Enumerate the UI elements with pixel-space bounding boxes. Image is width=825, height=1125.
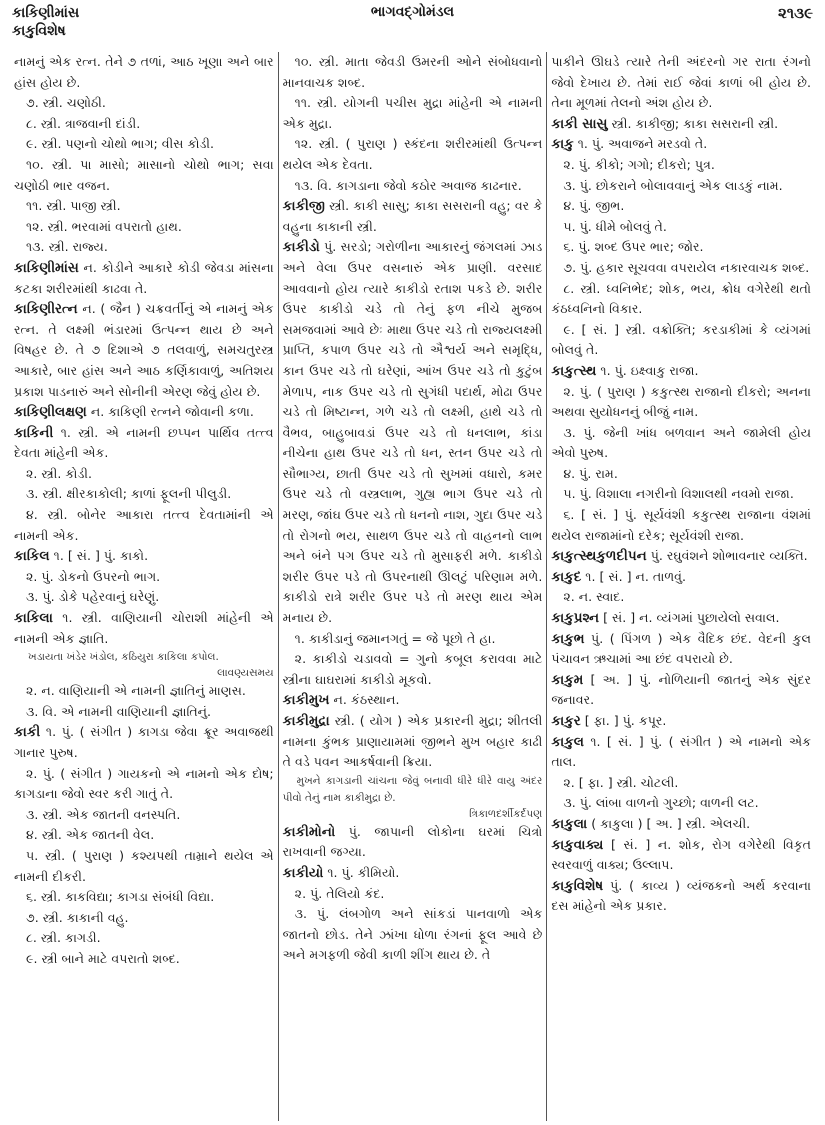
entry-sense: [14, 928, 274, 949]
entry-sense: [283, 52, 543, 93]
definition-text: ૮. સ્ત્રી. ત્રાજવાની દાંડી.: [26, 115, 141, 131]
headword: કાકુલા: [551, 815, 588, 832]
headword: કાકિની: [14, 424, 54, 441]
definition-text: પું. ( પિંગળ ) એક વૈદિક છંદ. વેદની કુલ પંચાવન ઋચામાં આ છંદ વપરાયો છે.: [551, 630, 811, 667]
definition-text: ૧. કાકીડાનું જમાનગતું = જે પૂછો તે હા.: [294, 630, 496, 646]
entry-sense: [551, 196, 811, 217]
entry-sense: [14, 93, 274, 114]
entry-sense: [14, 484, 274, 505]
definition-text: ૬. [ સં. ] પું. સૂર્યવંશી કકુત્સ્થ રાજાના વંશમાં થયેલ રાજામાંનો દરેક; સૂર્યવંશી રાજા.: [551, 507, 812, 543]
definition-text: ૧. પું. કીમિયો.: [327, 864, 400, 880]
entry-sense: [14, 887, 274, 908]
definition-text: ૭. પું. હકાર સૂચવવા વપરાયેલ નકારવાચક શબ્દ.: [563, 259, 810, 275]
definition-text: પું. જાપાની લોકોના ઘરમાં ચિત્રો રાખવાની જગ્યા.: [282, 823, 543, 860]
dictionary-entry: [551, 546, 811, 567]
entry-sense: [14, 681, 274, 702]
column-3: [546, 52, 815, 1121]
dictionary-entry: [283, 822, 543, 863]
definition-text: ૨. પું. ( પુરાણ ) કકુત્સ્થ રાજાનો દીકરો; અનના અથવા સુયોધનનું બીજું નામ.: [551, 383, 812, 420]
guide-word-last: કાકુવિશેષ: [12, 23, 66, 39]
dictionary-entry: [551, 732, 811, 773]
definition-text: ન. કંઠસ્થાન.: [333, 692, 400, 708]
definition-text: ૧. પું. અવાજને મરડવો તે.: [577, 136, 708, 152]
definition-text: ૧. સ્ત્રી. એ નામની છપ્પન પાર્થિવ તત્ત્વ દેવતા માંહેની એક.: [14, 424, 274, 461]
definition-text: [ ફા. ] પું. કપૂર.: [584, 713, 667, 728]
definition-text: ૨. પું. ડોકનો ઉપરનો ભાગ.: [26, 568, 161, 584]
headword: કાકુદ: [551, 568, 582, 585]
definition-text: ૩. પું. લંબગોળ અને સાંકડાં પાનવાળો એક જાતનો છોડ. તેને ઝાંખા ધોળા રંગનાં ફૂલ આવે છે અને મગફળી જેવી કાળી શીંગ થાય છે. તે: [282, 906, 543, 963]
definition-text: ૨. [ ફા. ] સ્ત્રી. ચોટલી.: [563, 774, 679, 790]
entry-sense: [551, 320, 811, 361]
page-header: [12, 4, 813, 50]
headword: કાકિણીમાંસ: [14, 259, 79, 276]
headword: કાકીજી: [282, 198, 325, 215]
headword: કાકીમુખ: [282, 692, 330, 709]
definition-text: ૧. સ્ત્રી. વાણિયાની ચોરાશી માંહેની એ નામની એક જ્ઞાતિ.: [14, 610, 274, 646]
dictionary-columns: [10, 52, 815, 1121]
quotation-text: મુખને કાગડાની ચાંચના જેવું બનાવી ધીરે ધીરે વાયુ અંદર પીવો તેનું નામ કાકીમુદ્રા છે.: [282, 774, 543, 804]
headword: કાકી સાસુ: [551, 115, 608, 132]
entry-sense: [551, 382, 811, 423]
definition-text: ૧૧. સ્ત્રી. યોગની પચીસ મુદ્રા માંહેની એ નામની એક મુદ્રા.: [282, 95, 543, 131]
definition-text: ૧. [ સં. ] ન. તાળવું.: [585, 568, 686, 584]
definition-text: [ સં. ] ન. વ્યંગમાં પુછાયેલો સવાલ.: [603, 610, 780, 626]
entry-sense: [14, 949, 274, 970]
definition-text: પું. સરડો; ગરોળીના આકારનું જંગલમાં ઝાડ અને વેલા ઉપર વસનારું એક પ્રાણી. વરસાદ આવવાનો હોય ત્યારે કાકીડો રતાશ પકડે છે. શરીર ઉપર કાકીડો ચડે તો તેનું ફળ નીચે મુજબ સમજવામાં આવે છેઃ માથા ઉપર ચડે તો રાજ્યલક્ષ્મી પ્રાપ્તિ, કપાળ ઉપર ચડે તો ઐશ્વર્ય અને સમૃદ્ધિ, કાન ઉપર ચડે તો ઘરેણાં, આંખ ઉપર ચડે તો કુટુંબ મેળાપ, નાક ઉપર ચડે તો સુગંધી પદાર્થ, મોઢા ઉપર ચડે તો મિષ્ટાન્ન, ગળે ચડે તો લક્ષ્મી, હાથે ચડે તો વૈભવ, બાહુબાવડાં ઉપર ચડે તો ધનલાભ, કાંડા નીચેના હાથ ઉપર ચડે તો ધન, સ્તન ઉપર ચડે તો સૌભાગ્ય, છાતી ઉપર ચડે તો સુખમાં વધારો, કમર ઉપર ચડે તો વસ્ત્રલાભ, ગુહ્ય ભાગ ઉપર ચડે તો મરણ, જાંઘ ઉપર ચડે તો ધનનો નાશ, ગુદા ઉપર ચડે તો રોગનો ભય, સાથળ ઉપર ચડે તો વાહનનો લાભ અને બંને પગ ઉપર ચડે તો મુસાફરી મળે. કાકીડો શરીર ઉપર પડે તો ઉપરનાથી ઊલટું પરિણામ મળે. કાકીડો રાત્રે શરીર ઉપર પડે તો મરણ થાય એમ મનાય છે.: [282, 239, 543, 626]
headword: કાકિલા: [14, 610, 53, 627]
entry-sense: [14, 155, 274, 196]
dictionary-entry: [14, 546, 274, 567]
dictionary-entry: [14, 299, 274, 402]
dictionary-entry: [14, 722, 274, 763]
book-title: ભાગવદ્ગોમંડલ: [370, 4, 455, 20]
dictionary-entry: [551, 629, 811, 670]
definition-text: ૧. પું. ઇક્ષ્વાકુ રાજા.: [600, 362, 699, 378]
entry-sense: [551, 176, 811, 197]
definition-text: ૭. સ્ત્રી. કાકાની વહુ.: [26, 909, 129, 925]
headword: કાકુમ: [551, 671, 584, 688]
entry-sense: [551, 217, 811, 238]
definition-text: ૧. [ સં. ] પું. કાકો.: [53, 548, 149, 564]
definition-text: ૨. પું. કીકો; ગગો; દીકરો; પુત્ર.: [563, 156, 715, 172]
definition-text: ૨. ન. સ્વાદ.: [563, 589, 625, 605]
definition-text: ૭. સ્ત્રી. ચણોઠી.: [26, 95, 106, 111]
dictionary-entry: [551, 361, 811, 382]
headword: કાકુવિશેષ: [551, 877, 604, 894]
dictionary-entry: [283, 863, 543, 884]
definition-text: ૧૩. વિ. કાગડાના જેવો કઠોર અવાજ કાઢનાર.: [294, 177, 522, 193]
definition-text: ( કાકુલા ) [ અ. ] સ્ત્રી. એલચી.: [591, 815, 751, 831]
dictionary-entry: [551, 711, 811, 732]
dictionary-entry: [551, 814, 811, 835]
headword: કાકિલ: [14, 548, 50, 565]
dictionary-entry: [551, 608, 811, 629]
entry-sense: [283, 134, 543, 175]
entry-sense: [283, 649, 543, 690]
quotation-text: ખડાયતા ખંડેર ખંડોલ, કઠિયુરા કાકિલા કપોલ.: [28, 651, 219, 664]
dictionary-entry: [551, 567, 811, 588]
entry-sense: [551, 423, 811, 464]
definition-text: ૫. સ્ત્રી. ( પુરાણ ) કશ્યપથી તામ્રાને થયેલ એ નામની દીકરી.: [14, 847, 274, 884]
definition-text: ૧૨. સ્ત્રી. ( પુરાણ ) સ્કંદના શરીરમાંથી ઉત્પન્ન થયેલ એક દેવતા.: [282, 136, 543, 172]
entry-sense: [14, 237, 274, 258]
entry-sense: [283, 93, 543, 134]
entry-sense: [14, 196, 274, 217]
definition-text: ૮. સ્ત્રી. ધ્વનિભેદ; શોક, ભય, ક્રોધ વગેરેથી થતો કંઠધ્વનિનો વિકાર.: [551, 280, 812, 317]
entry-sense: [551, 258, 811, 279]
dictionary-entry: [283, 237, 543, 628]
dictionary-entry: [551, 114, 811, 135]
headword: કાકુર: [551, 713, 581, 729]
quotation: [283, 773, 543, 822]
definition-text: ન. કાકિણી રત્નને જોવાની કળા.: [90, 404, 254, 420]
entry-sense: [283, 904, 543, 966]
definition-text: ૪. સ્ત્રી. એક જાતની વેલ.: [26, 827, 155, 843]
entry-sense: [14, 114, 274, 135]
definition-text: પું. ( કાવ્ય ) વ્યંજકનો અર્થ કરવાના દસ માંહેનો એક પ્રકાર.: [551, 877, 812, 914]
dictionary-entry: [14, 423, 274, 464]
entry-sense: [551, 464, 811, 485]
dictionary-entry: [283, 690, 543, 711]
quotation-source: લાવણ્યસમય: [217, 667, 274, 680]
headword: કાકીમુદ્રા: [282, 713, 330, 729]
definition-text: ૧૨. સ્ત્રી. ભરવામાં વપરાતો હાથ.: [26, 218, 182, 234]
guide-word-first: કાકિણીમાંસ: [12, 5, 80, 21]
headword: કાકી: [14, 724, 41, 741]
entry-sense: [14, 464, 274, 485]
definition-text: ૧. [ સં. ] પું. ( સંગીત ) એ નામનો એક તાલ.: [551, 733, 812, 770]
headword: કાકુભ: [551, 630, 585, 647]
entry-sense: [14, 567, 274, 588]
quotation: [14, 649, 274, 681]
dictionary-entry: [283, 196, 543, 237]
dictionary-entry: [283, 711, 543, 773]
dictionary-entry: [551, 835, 811, 876]
entry-sense: [551, 587, 811, 608]
entry-sense: [14, 764, 274, 805]
definition-text: નામનું એક રત્ન. તેને ૭ તળાં, આઠ ખૂણા અને બાર હાંસ હોય છે.: [14, 54, 274, 90]
definition-text: ૩. સ્ત્રી. એક જાતની વનસ્પતિ.: [26, 806, 181, 822]
column-2: [278, 52, 547, 1121]
definition-text: ૫. પું. ધીમે બોલવું તે.: [563, 218, 667, 234]
definition-text: ૧૦. સ્ત્રી. માતા જેવડી ઉમરની ઓને સંબોધવાનો માનવાચક શબ્દ.: [282, 54, 543, 90]
definition-text: ૪. સ્ત્રી. બોનેર આકારા તત્ત્વ દેવતામાંની એ નામની એક.: [14, 507, 274, 543]
entry-sense: [14, 846, 274, 887]
dictionary-entry: [14, 258, 274, 299]
definition-text: ૩. વિ. એ નામની વાણિયાની જ્ઞાતિનું.: [26, 703, 212, 719]
definition-text: ૩. પું. ડોકે પહેરવાનું ઘરેણું.: [26, 589, 160, 605]
definition-text: ૧૧. સ્ત્રી. પાજી સ્ત્રી.: [26, 198, 121, 214]
entry-sense: [14, 825, 274, 846]
headword: કાકિણીરત્ન: [14, 301, 78, 318]
entry-sense: [14, 908, 274, 929]
definition-text: સ્ત્રી. ( યોગ ) એક પ્રકારની મુદ્રા; શીતલી નામના કુંભક પ્રાણાયામમાં જીભને મુખ બહાર કાઢી તે વડે પવન આકર્ષવાની ક્રિયા.: [282, 713, 543, 770]
entry-sense: [551, 237, 811, 258]
definition-text: ૩. સ્ત્રી. ક્ષીરકાકોલી; કાળાં ફૂલની પીલુડી.: [26, 486, 232, 502]
page-number: ૨૧૩૯: [777, 4, 813, 22]
definition-text: ૧૦. સ્ત્રી. પા માસો; માસાનો ચોથો ભાગ; સવા ચણોઠી ભાર વજન.: [14, 156, 274, 193]
entry-sense: [551, 773, 811, 794]
definition-text: ૯. [ સં. ] સ્ત્રી. વક્રોક્તિ; કરડાકીમાં કે વ્યંગમાં બોલવું તે.: [551, 321, 812, 358]
headword: કાકુપ્રશ્ન: [551, 610, 600, 627]
definition-text: [ અ. ] પું. નોળિયાની જાતનું એક સુંદર જનાવર.: [551, 671, 812, 708]
definition-text: ૬. પું. શબ્દ ઉપર ભાર; જોર.: [563, 239, 704, 255]
definition-text: ૪. પું. જીભ.: [563, 198, 625, 214]
entry-sense: [551, 52, 811, 114]
dictionary-entry: [551, 876, 811, 917]
headword: કાકીમોનો: [282, 823, 336, 840]
definition-text: ૪. પું. રામ.: [563, 465, 618, 481]
definition-text: ૬. સ્ત્રી. કાકવિદ્યા; કાગડા સંબંધી વિદ્યા.: [26, 889, 215, 905]
headword: કાકુત્સ્થકુળદીપન: [551, 548, 647, 565]
entry-sense: [283, 176, 543, 197]
definition-text: ૩. પું. લાંબા વાળનો ગુચ્છો; વાળની લટ.: [563, 795, 759, 811]
entry-sense: [551, 484, 811, 505]
definition-text: સ્ત્રી. કાકીજી; કાકા સસરાની સ્ત્રી.: [611, 115, 779, 131]
entry-sense: [14, 505, 274, 546]
definition-text: ૨. ન. વાણિયાની એ નામની જ્ઞાતિનું માણસ.: [26, 683, 246, 699]
definition-text: ૧. પું. ( સંગીત ) કાગડા જેવા ક્રૂર અવાજથી ગાનાર પુરુષ.: [14, 724, 274, 760]
entry-sense: [14, 587, 274, 608]
entry-sense: [551, 505, 811, 546]
definition-text: ૨. પું. તેલિયો કંદ.: [294, 885, 385, 901]
entry-sense: [14, 805, 274, 826]
definition-text: ૨. સ્ત્રી. કોડી.: [26, 465, 92, 481]
entry-sense: [551, 279, 811, 320]
entry-sense: [551, 793, 811, 814]
definition-text: સ્ત્રી. કાકી સાસુ; કાકા સસરાની વહુ; વર કે વહુના કાકાની સ્ત્રી.: [282, 198, 543, 234]
headword: કાકુલ: [551, 733, 584, 750]
dictionary-entry: [14, 608, 274, 649]
definition-text: ૧૩. સ્ત્રી. રાજ્ય.: [26, 239, 108, 255]
entry-sense: [551, 155, 811, 176]
quotation-source: ત્રિકાળદર્શીકર્દપણ: [469, 807, 543, 820]
dictionary-entry: [551, 134, 811, 155]
definition-text: ૨. કાકીડો ચડાવવો = ગુનો કબૂલ કરાવવા માટે સ્ત્રીના ઘાઘરામાં કાકીડો મૂકવો.: [282, 651, 543, 687]
headword: કાકિણીલક્ષણ: [14, 404, 87, 421]
definition-text: ન. કોડીને આકારે કોડી જેવડા માંસના કટકા શરીરમાંથી કાઢવા તે.: [14, 259, 274, 296]
definition-text: ૫. પું. વિશાલા નગરીનો વિશાલથી નવમો રાજા.: [563, 486, 794, 502]
definition-text: ૯. સ્ત્રી. પણનો ચોથો ભાગ; વીસ કોડી.: [26, 136, 215, 152]
definition-text: [ સં. ] ન. શોક, રોગ વગેરેથી વિકૃત સ્વરવાળું વાક્ય; ઉલ્લાપ.: [551, 836, 811, 873]
headword: કાકુ: [551, 136, 574, 153]
definition-text: પું. રઘુવંશને શોભાવનાર વ્યક્તિ.: [650, 548, 808, 564]
definition-text: ૩. પું. જેની ખાંધ બળવાન અને જામેલી હોય એવો પુરુષ.: [551, 424, 812, 461]
definition-text: ૨. પું. ( સંગીત ) ગાયકનો એ નામનો એક દોષ; કાગડાના જેવો સ્વર કરી ગાતું તે.: [14, 765, 274, 802]
headword: કાકીડો: [282, 239, 320, 256]
definition-text: ૩. પું. છોકરાને બોલાવવાનું એક લાડકું નામ.: [563, 177, 783, 193]
entry-sense: [14, 134, 274, 155]
dictionary-entry: [551, 670, 811, 711]
column-1: [10, 52, 278, 1121]
definition-text: ૯. સ્ત્રી બાને માટે વપરાતો શબ્દ.: [26, 950, 180, 966]
headword: કાકુવાક્ય: [551, 836, 604, 853]
entry-sense: [283, 884, 543, 905]
definition-text: ૮. સ્ત્રી. કાગડી.: [26, 930, 101, 946]
entry-sense: [283, 629, 543, 650]
dictionary-entry: [14, 402, 274, 423]
definition-text: ન. ( જૈન ) ચક્રવર્તીનું એ નામનું એક રત્ન. તે લક્ષ્મી ભંડારમાં ઉત્પન્ન થાય છે અને વિષહર છે. તે ૭ દિશાએ ૭ તલવાળું, સમચતુરસ્ત્ર આકારે, બાર હાંસ અને આઠ કર્ણિકાવાળું, અતિશય પ્રકાશ પાડનારું અને સોનીની એરણ જેવું હોય છે.: [14, 301, 274, 399]
headword: કાકુત્સ્થ: [551, 362, 597, 379]
entry-sense: [14, 52, 274, 93]
definition-text: પાકીને ઊઘડે ત્યારે તેની અંદરનો ગર રાતા રંગનો જેવો દેખાય છે. તેમાં રાઈ જેવાં કાળાં બી હોય છે. તેના મૂળમાં તેલનો અંશ હોય છે.: [551, 54, 812, 111]
entry-sense: [14, 702, 274, 723]
entry-sense: [14, 217, 274, 238]
headword: કાકીયો: [282, 864, 324, 881]
